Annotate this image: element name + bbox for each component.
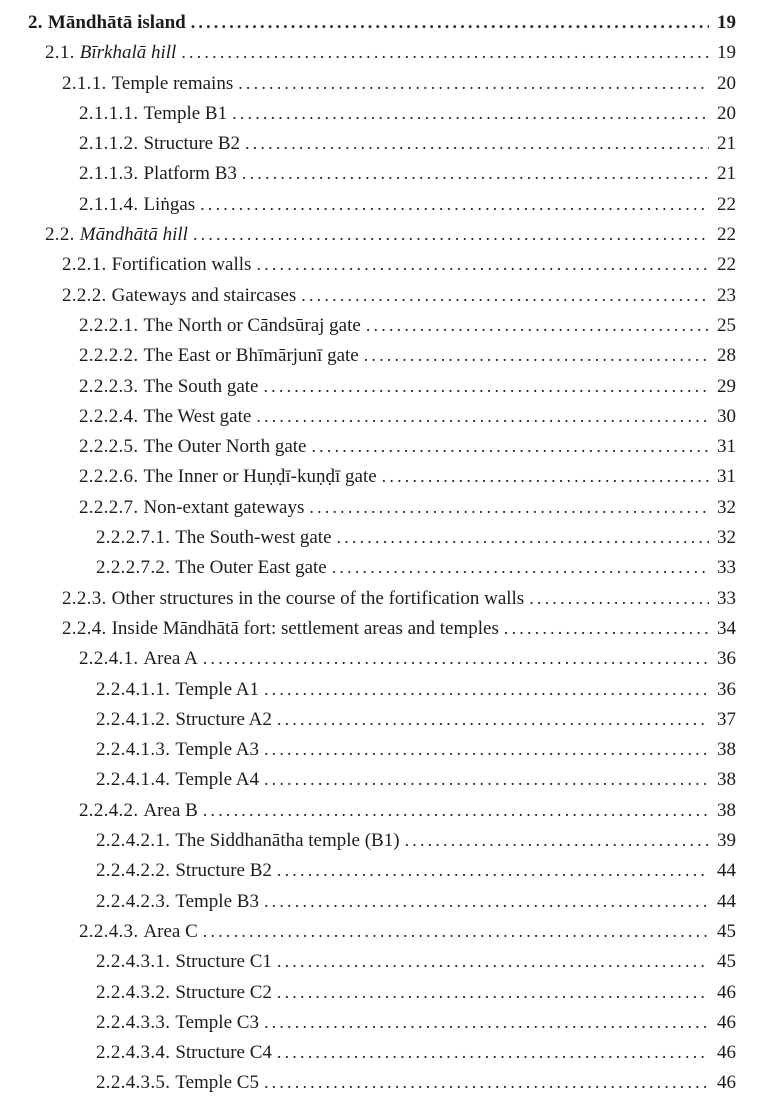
- toc-entry[interactable]: [28, 1012, 736, 1042]
- toc-entry[interactable]: [28, 224, 736, 254]
- toc-list: [28, 12, 736, 1103]
- dot-leader: [263, 376, 709, 398]
- toc-entry-label: [96, 830, 400, 852]
- dot-leader: [309, 497, 709, 519]
- toc-entry-number: 2.2.2.7.1.: [96, 527, 176, 549]
- toc-entry-title: The Outer North gate: [143, 436, 307, 458]
- toc-entry-page: 46: [717, 1072, 736, 1094]
- toc-entry[interactable]: [28, 679, 736, 709]
- toc-entry-label: [79, 194, 195, 216]
- toc-entry[interactable]: [28, 103, 736, 133]
- dot-leader: [382, 466, 709, 488]
- toc-entry-page: 32: [717, 496, 736, 518]
- toc-entry-page: 22: [717, 224, 736, 246]
- toc-entry-title: Temple B3: [175, 890, 259, 912]
- toc-entry-page: 22: [717, 193, 736, 215]
- toc-entry-label: [96, 679, 259, 701]
- toc-entry[interactable]: [28, 921, 736, 951]
- toc-entry[interactable]: [28, 709, 736, 739]
- toc-entry-label: [79, 497, 304, 519]
- toc-entry-title: Fortification walls: [111, 254, 252, 276]
- toc-entry-title: Māndhātā hill: [79, 224, 188, 246]
- toc-entry[interactable]: [28, 163, 736, 193]
- dot-leader: [238, 73, 709, 95]
- toc-entry[interactable]: [28, 588, 736, 618]
- toc-entry-number: 2.2.: [45, 224, 80, 246]
- toc-entry-label: [96, 527, 332, 549]
- toc-entry-title: Temple C5: [175, 1072, 259, 1094]
- toc-entry-page: 33: [717, 557, 736, 579]
- toc-entry-page: 38: [717, 799, 736, 821]
- toc-entry[interactable]: [28, 254, 736, 284]
- toc-entry-number: 2.1.1.1.: [79, 102, 144, 124]
- toc-entry-page: 31: [717, 436, 736, 458]
- toc-entry-title: Temple remains: [111, 72, 234, 94]
- dot-leader: [256, 406, 709, 428]
- toc-entry-title: Structure C2: [175, 981, 272, 1003]
- toc-entry-label: [79, 345, 359, 367]
- toc-entry-page: 46: [717, 981, 736, 1003]
- toc-entry-number: 2.1.1.2.: [79, 133, 144, 155]
- toc-entry-number: 2.2.4.2.2.: [96, 860, 176, 882]
- toc-entry-label: [79, 921, 198, 943]
- dot-leader: [277, 860, 709, 882]
- dot-leader: [203, 921, 709, 943]
- dot-leader: [277, 951, 709, 973]
- toc-entry-title: Temple B1: [143, 102, 228, 124]
- toc-entry[interactable]: [28, 436, 736, 466]
- toc-entry-title: Gateways and staircases: [111, 284, 297, 306]
- toc-entry-number: 2.2.4.1.4.: [96, 769, 176, 791]
- toc-entry[interactable]: [28, 345, 736, 375]
- dot-leader: [256, 254, 709, 276]
- toc-entry-page: 28: [717, 345, 736, 367]
- dot-leader: [203, 800, 709, 822]
- toc-entry-title: Area B: [143, 799, 198, 821]
- toc-entry-number: 2.2.4.2.: [79, 799, 144, 821]
- toc-entry[interactable]: [28, 557, 736, 587]
- toc-entry-page: 46: [717, 1011, 736, 1033]
- dot-leader: [277, 709, 709, 731]
- toc-entry-page: 44: [717, 890, 736, 912]
- dot-leader: [277, 982, 709, 1004]
- toc-entry-title: The South gate: [143, 375, 259, 397]
- toc-entry-page: 45: [717, 920, 736, 942]
- toc-entry[interactable]: [28, 800, 736, 830]
- toc-entry[interactable]: [28, 497, 736, 527]
- toc-entry-page: 45: [717, 951, 736, 973]
- toc-entry-page: 30: [717, 405, 736, 427]
- toc-entry-label: [96, 709, 272, 731]
- dot-leader: [332, 557, 709, 579]
- toc-entry-page: 20: [717, 102, 736, 124]
- dot-leader: [277, 1042, 709, 1064]
- toc-entry-page: 22: [717, 254, 736, 276]
- dot-leader: [301, 285, 709, 307]
- toc-entry-number: 2.1.: [45, 42, 80, 64]
- toc-entry-title: Temple A1: [175, 678, 259, 700]
- toc-entry-label: [96, 739, 259, 761]
- toc-entry-title: Structure C4: [175, 1042, 272, 1064]
- toc-entry[interactable]: [28, 951, 736, 981]
- toc-entry[interactable]: [28, 73, 736, 103]
- toc-entry-number: 2.1.1.: [62, 72, 112, 94]
- toc-entry[interactable]: [28, 194, 736, 224]
- toc-entry-number: 2.2.2.6.: [79, 466, 144, 488]
- toc-entry-page: 29: [717, 375, 736, 397]
- toc-entry[interactable]: [28, 376, 736, 406]
- toc-entry-label: [96, 982, 272, 1004]
- toc-entry-title: Māndhātā island: [47, 12, 186, 33]
- toc-entry-number: 2.2.4.1.1.: [96, 678, 176, 700]
- toc-entry-label: [96, 769, 259, 791]
- toc-entry[interactable]: [28, 42, 736, 72]
- toc-entry-label: [96, 860, 272, 882]
- dot-leader: [264, 679, 709, 701]
- toc-entry-title: Temple A3: [175, 739, 259, 761]
- dot-leader: [264, 739, 709, 761]
- toc-entry-page: 39: [717, 830, 736, 852]
- toc-entry-number: 2.2.2.7.2.: [96, 557, 176, 579]
- dot-leader: [264, 891, 709, 913]
- dot-leader: [504, 618, 709, 640]
- toc-entry-number: 2.1.1.3.: [79, 163, 144, 185]
- toc-entry-page: 46: [717, 1042, 736, 1064]
- toc-entry-number: 2.2.2.3.: [79, 375, 144, 397]
- dot-leader: [191, 12, 709, 34]
- toc-entry[interactable]: [28, 891, 736, 921]
- dot-leader: [337, 527, 710, 549]
- toc-entry-page: 21: [717, 133, 736, 155]
- toc-entry-number: 2.2.2.7.: [79, 496, 144, 518]
- toc-entry-page: 31: [717, 466, 736, 488]
- dot-leader: [529, 588, 709, 610]
- toc-entry-title: The Siddhanātha temple (B1): [175, 830, 400, 852]
- toc-entry[interactable]: [28, 285, 736, 315]
- toc-entry-number: 2.2.4.1.3.: [96, 739, 176, 761]
- dot-leader: [193, 224, 709, 246]
- toc-entry-number: 2.2.4.2.3.: [96, 890, 176, 912]
- toc-entry-label: [62, 588, 524, 610]
- toc-entry[interactable]: [28, 830, 736, 860]
- toc-entry-page: 38: [717, 739, 736, 761]
- dot-leader: [405, 830, 709, 852]
- toc-entry-title: Inside Māndhātā fort: settlement areas and temples: [111, 617, 499, 639]
- toc-entry-page: 36: [717, 648, 736, 670]
- toc-entry-label: [96, 891, 259, 913]
- toc-entry[interactable]: [28, 527, 736, 557]
- toc-entry-title: The West gate: [143, 405, 252, 427]
- toc-entry-title: Non-extant gateways: [143, 496, 305, 518]
- toc-entry-number: 2.2.4.1.: [79, 648, 144, 670]
- toc-entry-label: [96, 557, 327, 579]
- toc-entry-label: [96, 1042, 272, 1064]
- toc-entry-number: 2.2.2.5.: [79, 436, 144, 458]
- toc-entry-title: The Outer East gate: [175, 557, 327, 579]
- toc-entry[interactable]: [28, 406, 736, 436]
- toc-entry-page: 25: [717, 314, 736, 336]
- toc-entry-number: 2.2.2.4.: [79, 405, 144, 427]
- toc-entry-number: 2.2.3.: [62, 587, 112, 609]
- toc-entry-label: [45, 224, 188, 246]
- toc-entry-title: The East or Bhīmārjunī gate: [143, 345, 359, 367]
- toc-entry-page: 33: [717, 587, 736, 609]
- toc-entry-title: Temple A4: [175, 769, 259, 791]
- toc-entry-number: 2.2.2.1.: [79, 314, 144, 336]
- dot-leader: [232, 103, 709, 125]
- toc-entry-title: The South-west gate: [175, 527, 332, 549]
- dot-leader: [264, 769, 709, 791]
- toc-entry-page: 19: [717, 42, 736, 64]
- dot-leader: [264, 1012, 709, 1034]
- toc-entry-label: [96, 1072, 259, 1094]
- dot-leader: [264, 1072, 709, 1094]
- toc-entry[interactable]: [28, 739, 736, 769]
- toc-entry-label: [62, 618, 499, 640]
- toc-entry-label: [79, 466, 377, 488]
- toc-entry[interactable]: [28, 1042, 736, 1072]
- toc-entry-label: [79, 163, 237, 185]
- toc-entry-label: [96, 1012, 259, 1034]
- toc-entry-title: The North or Cāndsūraj gate: [143, 314, 361, 336]
- toc-entry-page: 23: [717, 284, 736, 306]
- toc-entry-number: 2.2.4.: [62, 617, 112, 639]
- toc-entry-label: [62, 254, 251, 276]
- dot-leader: [311, 436, 709, 458]
- toc-entry-number: 2.2.4.3.4.: [96, 1042, 176, 1064]
- toc-entry[interactable]: [28, 1072, 736, 1102]
- toc-entry-label: [45, 42, 176, 64]
- toc-entry-number: 2.2.4.2.1.: [96, 830, 176, 852]
- toc-entry-page: 34: [717, 617, 736, 639]
- toc-entry-number: 2.2.4.3.3.: [96, 1011, 176, 1033]
- toc-entry-number: 2.2.4.3.1.: [96, 951, 176, 973]
- dot-leader: [200, 194, 709, 216]
- toc-entry-page: 19: [717, 12, 736, 33]
- toc-entry-title: Area A: [143, 648, 198, 670]
- toc-entry-title: Temple C3: [175, 1011, 259, 1033]
- dot-leader: [181, 42, 709, 64]
- toc-entry[interactable]: [28, 466, 736, 496]
- dot-leader: [364, 345, 709, 367]
- toc-entry-title: Structure A2: [175, 708, 272, 730]
- toc-entry-page: 36: [717, 678, 736, 700]
- toc-entry[interactable]: [28, 12, 736, 42]
- toc-entry-label: [96, 951, 272, 973]
- toc-entry[interactable]: [28, 860, 736, 890]
- toc-entry-title: Liṅgas: [143, 193, 196, 215]
- toc-entry-number: 2.2.4.3.5.: [96, 1072, 176, 1094]
- toc-entry-label: [79, 406, 251, 428]
- toc-entry-label: [79, 376, 258, 398]
- toc-entry-title: Area C: [143, 920, 198, 942]
- toc-entry[interactable]: [28, 769, 736, 799]
- toc-entry-label: [79, 648, 198, 670]
- toc-entry-label: [79, 315, 361, 337]
- toc-entry-title: Bīrkhalā hill: [79, 42, 177, 64]
- toc-entry-page: 44: [717, 860, 736, 882]
- toc-entry-title: Structure B2: [175, 860, 272, 882]
- toc-entry-page: 21: [717, 163, 736, 185]
- toc-entry[interactable]: [28, 982, 736, 1012]
- toc-entry-label: [62, 285, 296, 307]
- toc-entry-label: [79, 436, 306, 458]
- toc-entry-title: Other structures in the course of the fortification walls: [111, 587, 525, 609]
- toc-entry[interactable]: [28, 133, 736, 163]
- toc-entry-label: [62, 73, 233, 95]
- toc-entry-page: 20: [717, 72, 736, 94]
- toc-entry-number: 2.2.4.3.: [79, 920, 144, 942]
- toc-entry-page: 38: [717, 769, 736, 791]
- toc-entry-label: [79, 800, 198, 822]
- toc-entry-number: 2.2.2.2.: [79, 345, 144, 367]
- toc-entry-number: 2.2.4.1.2.: [96, 708, 176, 730]
- toc-entry[interactable]: [28, 315, 736, 345]
- dot-leader: [245, 133, 709, 155]
- toc-entry-label: [79, 103, 227, 125]
- toc-entry-title: The Inner or Huṇḍī-kuṇḍī gate: [143, 466, 377, 488]
- toc-entry-label: [79, 133, 240, 155]
- toc-entry-number: 2.: [28, 12, 48, 33]
- toc-entry-title: Platform B3: [143, 163, 237, 185]
- toc-entry-number: 2.2.2.: [62, 284, 112, 306]
- dot-leader: [366, 315, 709, 337]
- toc-entry-number: 2.2.4.3.2.: [96, 981, 176, 1003]
- toc-entry[interactable]: [28, 618, 736, 648]
- toc-entry-number: 2.1.1.4.: [79, 193, 144, 215]
- dot-leader: [242, 163, 709, 185]
- toc-entry[interactable]: [28, 648, 736, 678]
- toc-entry-title: Structure C1: [175, 951, 272, 973]
- toc-entry-number: 2.2.1.: [62, 254, 112, 276]
- toc-entry-page: 37: [717, 708, 736, 730]
- toc-entry-title: Structure B2: [143, 133, 241, 155]
- dot-leader: [203, 648, 709, 670]
- toc-entry-page: 32: [717, 527, 736, 549]
- toc-entry-label: [28, 12, 186, 34]
